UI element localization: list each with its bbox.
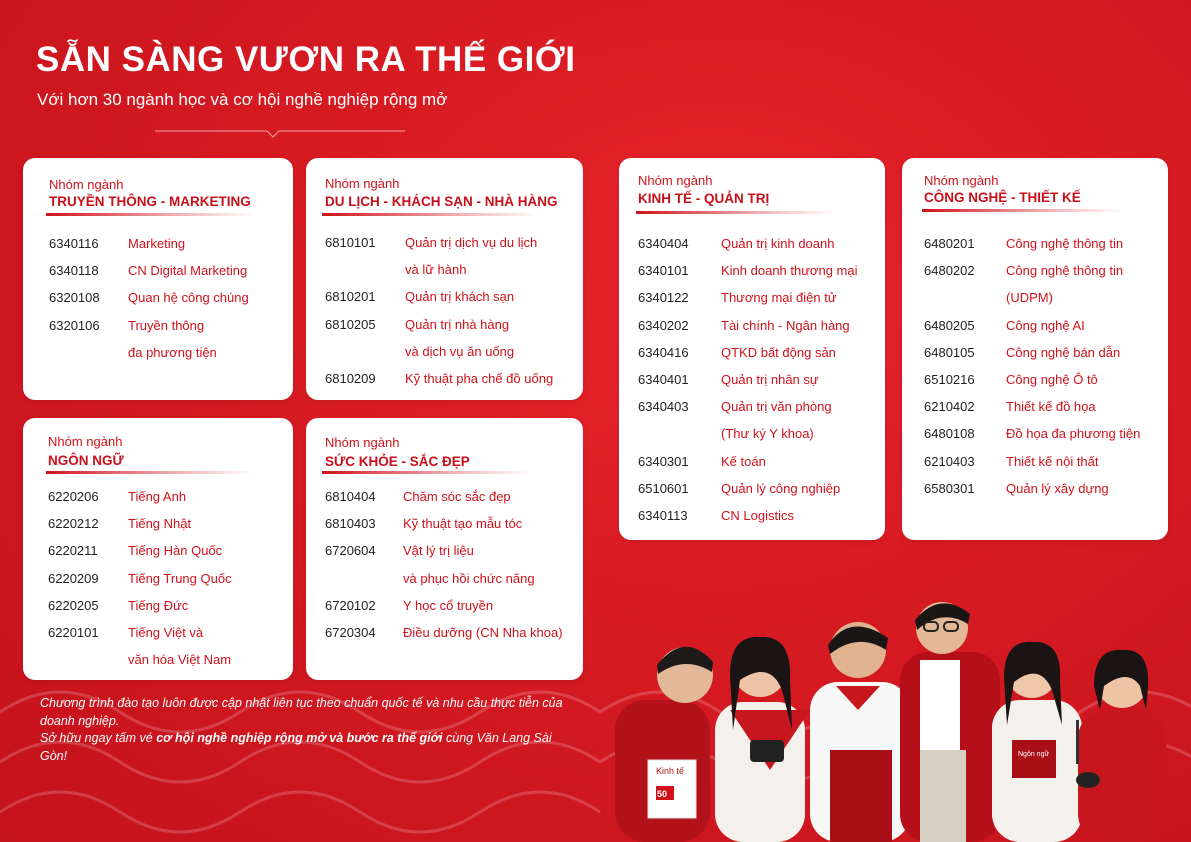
group-label: Nhóm ngành <box>638 173 713 188</box>
footer-line-1: Chương trình đào tạo luôn được cập nhật liên tục theo chuẩn quốc tế và nhu cầu thực tiễn của doanh nghiệp. <box>40 696 563 728</box>
major-name: Thương mại điện tử <box>721 290 837 306</box>
major-code: 6480108 <box>924 426 975 442</box>
major-name: Y học cổ truyền <box>403 597 494 613</box>
major-name: Tiếng Trung Quốc <box>128 570 232 586</box>
major-name: Quản lý công nghiệp <box>721 480 841 496</box>
page-subtitle: Với hơn 30 ngành học và cơ hội nghề nghiệp rộng mở <box>37 90 448 109</box>
major-name: Công nghệ thông tin <box>1006 236 1124 251</box>
major-name: Quản trị nhà hàng <box>405 316 510 332</box>
major-name: Vật lý trị liệu <box>403 543 474 559</box>
major-name: Tiếng Nhật <box>128 516 192 532</box>
title-divider-icon <box>155 127 405 139</box>
major-code: 6220211 <box>48 543 98 559</box>
major-code: 6340116 <box>49 236 99 251</box>
major-name: Kế toán <box>721 453 766 469</box>
major-name: Chăm sóc sắc đẹp <box>403 489 511 504</box>
group-label: Nhóm ngành <box>924 173 999 188</box>
major-code: 6320106 <box>49 317 100 333</box>
major-code: 6220205 <box>48 597 99 613</box>
group-underline <box>636 211 836 214</box>
major-code: 6220212 <box>48 516 99 532</box>
major-code: 6810205 <box>325 316 376 332</box>
group-underline <box>322 213 542 216</box>
major-code: 6810201 <box>325 289 376 305</box>
major-name: đa phương tiện <box>128 344 217 360</box>
major-name: Điều dưỡng (CN Nha khoa) <box>403 625 563 640</box>
major-name: văn hóa Việt Nam <box>128 652 232 668</box>
major-name: Tài chính - Ngân hàng <box>721 317 850 333</box>
student-2 <box>715 637 810 842</box>
major-code: 6210402 <box>924 399 975 415</box>
major-code: 6340113 <box>638 508 688 523</box>
group-name: DU LỊCH - KHÁCH SẠN - NHÀ HÀNG <box>325 194 558 209</box>
major-name: Quản trị văn phòng <box>721 399 832 415</box>
major-name: và dịch vụ ăn uống <box>405 343 515 359</box>
major-name: Quản trị nhân sự <box>721 372 819 387</box>
group-name: NGÔN NGỮ <box>48 453 124 468</box>
major-code: 6340403 <box>638 399 689 415</box>
footer-note <box>40 695 580 765</box>
major-code: 6720304 <box>325 625 376 640</box>
major-name: Tiếng Đức <box>128 597 189 613</box>
major-code: 6220101 <box>48 625 99 640</box>
major-code: 6340118 <box>49 263 99 279</box>
major-code: 6510601 <box>638 480 689 496</box>
major-name: Công nghệ bán dẫn <box>1006 344 1121 360</box>
major-code: 6340416 <box>638 344 689 360</box>
major-name: (UDPM) <box>1006 290 1053 306</box>
major-code: 6320108 <box>49 290 100 306</box>
group-label: Nhóm ngành <box>48 434 123 449</box>
major-name: Tiếng Anh <box>128 489 187 504</box>
major-code: 6210403 <box>924 453 975 469</box>
major-code: 6480202 <box>924 263 975 279</box>
major-code: 6480205 <box>924 317 975 333</box>
book2-title: Ngôn ngữ <box>1018 751 1050 758</box>
student-3 <box>810 622 910 842</box>
book-badge: 50 <box>657 789 668 799</box>
major-code: 6340101 <box>638 263 689 279</box>
major-code: 6810404 <box>325 489 376 504</box>
group-label: Nhóm ngành <box>325 176 400 191</box>
major-name: CN Logistics <box>721 508 794 523</box>
major-name: Kỹ thuật pha chế đồ uống <box>405 371 554 386</box>
students-photo <box>600 590 1180 842</box>
group-underline <box>322 471 532 474</box>
major-code: 6220206 <box>48 489 99 504</box>
major-code: 6810209 <box>325 371 376 386</box>
group-label: Nhóm ngành <box>325 435 400 450</box>
major-code: 6580301 <box>924 480 975 496</box>
group-underline <box>922 209 1122 212</box>
major-name: Tiếng Việt và <box>128 625 204 640</box>
major-name: Kỹ thuật tạo mẫu tóc <box>403 516 523 532</box>
group-name: CÔNG NGHỆ - THIẾT KẾ <box>924 190 1081 205</box>
major-code: 6720102 <box>325 597 376 613</box>
major-code: 6340404 <box>638 236 689 251</box>
major-name: Đồ họa đa phương tiện <box>1006 426 1141 442</box>
major-code: 6340401 <box>638 372 689 387</box>
student-6 <box>1076 650 1166 842</box>
major-name: Thiết kế đồ họa <box>1006 399 1096 415</box>
major-name: Quản trị khách sạn <box>405 289 515 305</box>
group-name: KINH TẾ - QUẢN TRỊ <box>638 191 770 206</box>
major-code: 6720604 <box>325 543 376 559</box>
major-name: Marketing <box>128 236 186 251</box>
footer-line-2: Sở hữu ngay tấm vé cơ hội nghề nghiệp rộng mở và bước ra thế giới cùng Văn Lang Sài Gòn! <box>40 731 552 763</box>
major-code: 6810403 <box>325 516 376 532</box>
page-title: SẴN SÀNG VƯƠN RA THẾ GIỚI <box>36 40 576 79</box>
major-code: 6480105 <box>924 344 975 360</box>
major-name: Công nghệ thông tin <box>1006 263 1124 279</box>
major-name: Công nghệ Ô tô <box>1006 372 1098 387</box>
major-name: (Thư ký Y khoa) <box>721 426 814 442</box>
major-name: Quản trị dịch vụ du lịch <box>405 235 538 250</box>
major-name: QTKD bất động sản <box>721 344 836 360</box>
major-name: CN Digital Marketing <box>128 263 248 279</box>
major-name: Kinh doanh thương mại <box>721 263 858 279</box>
major-name: và phục hồi chức năng <box>403 570 535 586</box>
major-code: 6510216 <box>924 372 975 387</box>
group-underline <box>46 471 256 474</box>
major-code: 6340122 <box>638 290 689 306</box>
major-code: 6220209 <box>48 570 99 586</box>
major-name: và lữ hành <box>405 262 467 278</box>
book-title: Kinh tế <box>656 766 685 776</box>
group-label: Nhóm ngành <box>49 177 124 192</box>
major-name: Quản lý xây dựng <box>1006 480 1109 496</box>
group-name: TRUYỀN THÔNG - MARKETING <box>49 194 251 209</box>
major-name: Tiếng Hàn Quốc <box>128 543 223 559</box>
major-name: Truyền thông <box>128 317 205 333</box>
group-underline <box>46 213 256 216</box>
major-code: 6810101 <box>325 235 376 250</box>
student-4 <box>900 602 1000 842</box>
major-code: 6340202 <box>638 317 689 333</box>
major-name: Thiết kế nội thất <box>1006 453 1099 469</box>
student-5 <box>992 642 1082 842</box>
footer-highlight: cơ hội nghề nghiệp rộng mở và bước ra thế giới <box>156 731 443 745</box>
group-name: SỨC KHỎE - SẮC ĐẸP <box>325 454 470 469</box>
major-code: 6480201 <box>924 236 975 251</box>
major-code: 6340301 <box>638 453 689 469</box>
major-name: Quan hệ công chúng <box>128 290 249 306</box>
major-name: Công nghệ AI <box>1006 317 1085 333</box>
major-name: Quản trị kinh doanh <box>721 236 835 251</box>
student-1 <box>615 647 713 842</box>
